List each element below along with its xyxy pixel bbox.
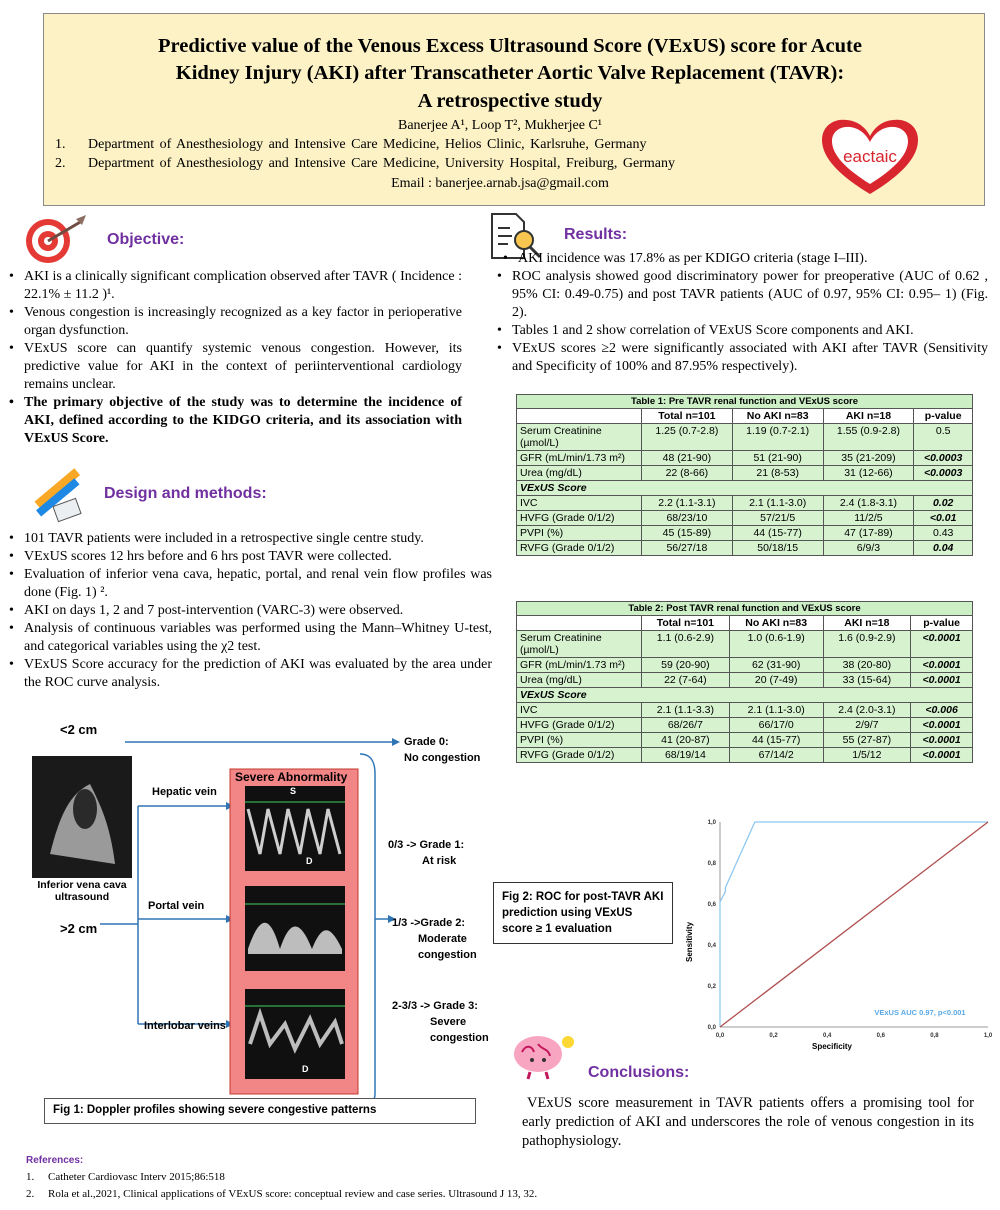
table-cell: HVFG (Grade 0/1/2) <box>517 718 642 733</box>
table-cell: <0.0001 <box>911 631 973 658</box>
table-cell: 41 (20-87) <box>642 733 730 748</box>
table-cell: 45 (15-89) <box>642 526 733 541</box>
title-line-2: Kidney Injury (AKI) after Transcatheter Aortic Valve Replacement (TAVR): <box>175 62 845 84</box>
table-cell: Urea (mg/dL) <box>517 673 642 688</box>
roc-y-tick: 1,0 <box>707 820 716 826</box>
title-line-1: Predictive value of the Venous Excess Ultrasound Score (VExUS) score for Acute <box>158 35 862 57</box>
table-cell: 59 (20-90) <box>642 658 730 673</box>
conclusions-title: Conclusions: <box>588 1064 690 1081</box>
email: Email : banerjee.arnab.jsa@gmail.com <box>391 176 609 191</box>
fig1-interlobar: Interlobar veins <box>144 1020 226 1032</box>
table-row <box>517 631 973 658</box>
table-cell: 56/27/18 <box>642 541 733 556</box>
table-row <box>517 703 973 718</box>
fig1-grade3-c: congestion <box>430 1032 489 1044</box>
fig1-gt2: >2 cm <box>60 921 98 936</box>
table-row <box>517 511 973 526</box>
fig2-caption-box <box>493 882 673 944</box>
table-cell: 20 (7-49) <box>729 673 823 688</box>
table-cell: 1.1 (0.6-2.9) <box>642 631 730 658</box>
fig1-lt2: <2 cm <box>60 722 98 737</box>
table-cell: 62 (31-90) <box>729 658 823 673</box>
table-cell: Serum Creatinine (µmol/L) <box>517 424 642 451</box>
figure-1 <box>30 714 492 1124</box>
table-cell: RVFG (Grade 0/1/2) <box>517 748 642 763</box>
fig1-grade3-a: 2-3/3 -> Grade 3: <box>392 1000 478 1012</box>
methods-bullet: • AKI on days 1, 2 and 7 post-intervention (VARC-3) were observed. <box>6 602 492 620</box>
references-title: References: <box>26 1155 84 1166</box>
table-cell: 47 (17-89) <box>823 526 914 541</box>
table-cell: IVC <box>517 703 642 718</box>
table-row <box>517 451 973 466</box>
table-row <box>517 733 973 748</box>
table-cell: 50/18/15 <box>732 541 823 556</box>
table-row <box>517 496 973 511</box>
table-cell: GFR (mL/min/1.73 m²) <box>517 451 642 466</box>
fig1-grade2-b: Moderate <box>418 933 467 945</box>
table-cell: RVFG (Grade 0/1/2) <box>517 541 642 556</box>
fig1-caption-box <box>44 1098 476 1124</box>
results-bullet: • VExUS scores ≥2 were significantly associated with AKI after TAVR (Sensitivity and Specificity of 100% and 87.95% respectively). <box>494 340 988 376</box>
table2-header: No AKI n=83 <box>729 616 823 631</box>
table-row <box>517 658 973 673</box>
roc-x-tick: 0,2 <box>769 1033 778 1039</box>
table-row <box>517 748 973 763</box>
results-bullet: • Tables 1 and 2 show correlation of VExUS Score components and AKI. <box>494 322 988 340</box>
table-cell: PVPI (%) <box>517 733 642 748</box>
table-cell: 2/9/7 <box>823 718 911 733</box>
fig1-hepatic: Hepatic vein <box>152 786 217 798</box>
ref-1: Catheter Cardiovasc Interv 2015;86:518 <box>48 1171 225 1183</box>
table2-header: p-value <box>911 616 973 631</box>
roc-x-tick: 0,0 <box>715 1033 725 1039</box>
table1-header: p-value <box>914 409 973 424</box>
table1-header: No AKI n=83 <box>732 409 823 424</box>
objective-bullet: • The primary objective of the study was to determine the incidence of AKI, defined according to the KIDGO criteria, and its association with VExUS Score. <box>6 394 462 448</box>
results-list <box>494 250 988 376</box>
fig1-severe-title: Severe Abnormality <box>235 770 348 784</box>
table-cell: 2.2 (1.1-3.1) <box>642 496 733 511</box>
fig1-caption: Fig 1: Doppler profiles showing severe congestive patterns <box>53 1104 377 1116</box>
table1-header: AKI n=18 <box>823 409 914 424</box>
table1-header: Total n=101 <box>642 409 733 424</box>
roc-chart <box>680 812 993 1057</box>
objective-bullet: • AKI is a clinically significant complication observed after TAVR ( Incidence : 22.1% ± 11.2 )¹. <box>6 268 462 304</box>
affil-2: Department of Anesthesiology and Intensive Care Medicine, University Hospital, Freiburg, Germany <box>88 156 675 171</box>
results-title: Results: <box>564 226 628 243</box>
table1-header <box>517 409 642 424</box>
table2-header: Total n=101 <box>642 616 730 631</box>
fig1-d-label: D <box>302 1064 309 1074</box>
fig1-grade1-b: At risk <box>422 855 457 867</box>
fig1-s-label: S <box>290 786 297 796</box>
table-cell: 1.19 (0.7-2.1) <box>732 424 823 451</box>
table-cell: 2.4 (1.8-3.1) <box>823 496 914 511</box>
fig1-grade2-a: 1/3 ->Grade 2: <box>392 917 466 929</box>
table-cell: 48 (21-90) <box>642 451 733 466</box>
table-cell: Urea (mg/dL) <box>517 466 642 481</box>
table2-subheader: VExUS Score <box>517 688 973 703</box>
objective-title: Objective: <box>107 231 185 248</box>
table-cell: 2.1 (1.1-3.3) <box>642 703 730 718</box>
table-cell: 1.55 (0.9-2.8) <box>823 424 914 451</box>
table-cell: <0.0003 <box>914 451 973 466</box>
table-cell: 55 (27-87) <box>823 733 911 748</box>
table-cell: 2.1 (1.1-3.0) <box>732 496 823 511</box>
methods-list <box>6 530 492 692</box>
ref-2-num: 2. <box>26 1188 35 1200</box>
table-cell: 57/21/5 <box>732 511 823 526</box>
table-cell: <0.0001 <box>911 748 973 763</box>
objective-list <box>6 268 462 448</box>
table-cell: 68/19/14 <box>642 748 730 763</box>
table-cell: <0.0001 <box>911 718 973 733</box>
table-cell: <0.0001 <box>911 658 973 673</box>
roc-y-tick: 0,0 <box>707 1025 716 1031</box>
ref-1-num: 1. <box>26 1171 35 1183</box>
table-cell: <0.0001 <box>911 673 973 688</box>
table2-caption: Table 2: Post TAVR renal function and VExUS score <box>517 602 973 616</box>
table-cell: 0.02 <box>914 496 973 511</box>
table-cell: 22 (8-66) <box>642 466 733 481</box>
table-cell: 68/23/10 <box>642 511 733 526</box>
results-bullet: • AKI incidence was 17.8% as per KDIGO criteria (stage I–III). <box>500 250 988 268</box>
table-cell: 66/17/0 <box>729 718 823 733</box>
methods-bullet: • VExUS scores 12 hrs before and 6 hrs post TAVR were collected. <box>6 548 492 566</box>
logo-text: eactaic <box>843 147 897 166</box>
methods-bullet: • VExUS Score accuracy for the prediction of AKI was evaluated by the area under the ROC curve analysis. <box>6 656 492 692</box>
table-cell: 44 (15-77) <box>732 526 823 541</box>
table-row <box>517 466 973 481</box>
roc-annotation: VExUS AUC 0.97, p<0.001 <box>874 1008 966 1017</box>
table-row <box>517 541 973 556</box>
table-cell: 33 (15-64) <box>823 673 911 688</box>
table-cell: PVPI (%) <box>517 526 642 541</box>
roc-y-tick: 0,8 <box>707 861 716 867</box>
fig2-caption: Fig 2: ROC for post-TAVR AKI prediction using VExUS score ≥ 1 evaluation <box>502 891 664 935</box>
table-cell: 44 (15-77) <box>729 733 823 748</box>
methods-title: Design and methods: <box>104 485 267 502</box>
table2-header: AKI n=18 <box>823 616 911 631</box>
objective-bullet: • Venous congestion is increasingly recognized as a key factor in perioperative organ dysfunction. <box>6 304 462 340</box>
fig1-d-label: D <box>306 856 313 866</box>
table-cell: <0.01 <box>914 511 973 526</box>
roc-series-reference <box>720 822 988 1027</box>
table-cell: 6/9/3 <box>823 541 914 556</box>
table-cell: Serum Creatinine (µmol/L) <box>517 631 642 658</box>
table-row <box>517 673 973 688</box>
roc-chart-svg <box>680 812 993 1057</box>
results-bullet: • ROC analysis showed good discriminatory power for preoperative (AUC of 0.62 , 95% CI: 0.49-0.75) and post TAVR patients (AUC of 0.97, 95% CI: 0.95– 1) (Fig. 2). <box>494 268 988 322</box>
table-cell: 2.1 (1.1-3.0) <box>729 703 823 718</box>
table-cell: 0.5 <box>914 424 973 451</box>
table-cell: 1.0 (0.6-1.9) <box>729 631 823 658</box>
table-cell: 0.04 <box>914 541 973 556</box>
affil-1: Department of Anesthesiology and Intensive Care Medicine, Helios Clinic, Karlsruhe, Germany <box>88 137 647 152</box>
table-cell: <0.0001 <box>911 733 973 748</box>
affil-2-num: 2. <box>55 156 66 171</box>
fig1-grade0-b: No congestion <box>404 752 481 764</box>
table-cell: 11/2/5 <box>823 511 914 526</box>
roc-y-tick: 0,6 <box>707 902 716 908</box>
methods-bullet: • Analysis of continuous variables was performed using the Mann–Whitney U-test, and categorical variables using the χ2 test. <box>6 620 492 656</box>
brain-icon <box>508 1030 578 1085</box>
table-cell: <0.0003 <box>914 466 973 481</box>
table-cell: 51 (21-90) <box>732 451 823 466</box>
objective-bullet: • VExUS score can quantify systemic venous congestion. However, its predictive value for AKI in the context of periinterventional cardiology remains unclear. <box>6 340 462 394</box>
roc-y-tick: 0,2 <box>707 984 716 990</box>
table-1 <box>516 394 973 556</box>
roc-xlabel: Specificity <box>811 1042 853 1051</box>
table-cell: 22 (7-64) <box>642 673 730 688</box>
fig1-grade1-a: 0/3 -> Grade 1: <box>388 839 465 851</box>
fig1-grade0-a: Grade 0: <box>404 736 449 748</box>
table-cell: 31 (12-66) <box>823 466 914 481</box>
roc-x-tick: 1,0 <box>983 1033 993 1039</box>
eactaic-logo <box>820 118 920 203</box>
table1-subheader: VExUS Score <box>517 481 973 496</box>
table-cell: 0.43 <box>914 526 973 541</box>
table-cell: 1/5/12 <box>823 748 911 763</box>
table1-caption: Table 1: Pre TAVR renal function and VExUS score <box>517 395 973 409</box>
roc-ylabel: Sensitivity <box>685 921 694 963</box>
roc-x-tick: 0,6 <box>876 1033 885 1039</box>
fig1-grade3-b: Severe <box>430 1016 467 1028</box>
fig1-portal: Portal vein <box>148 900 205 912</box>
table-cell: <0.006 <box>911 703 973 718</box>
fig1-ivc: Inferior vena cava ultrasound <box>37 879 127 903</box>
table-cell: GFR (mL/min/1.73 m²) <box>517 658 642 673</box>
pencil-eraser-icon <box>25 462 90 532</box>
table2-header <box>517 616 642 631</box>
table-cell: 68/26/7 <box>642 718 730 733</box>
authors: Banerjee A¹, Loop T², Mukherjee C¹ <box>397 118 602 133</box>
methods-bullet: • Evaluation of inferior vena cava, hepatic, portal, and renal vein flow profiles was done (Fig. 1) ². <box>6 566 492 602</box>
roc-x-tick: 0,8 <box>930 1033 939 1039</box>
conclusions-text: VExUS score measurement in TAVR patients offers a promising tool for early prediction of AKI and underscores the role of venous congestion in its pathophysiology. <box>522 1095 974 1149</box>
table-row <box>517 526 973 541</box>
table-2 <box>516 601 973 763</box>
table-cell: IVC <box>517 496 642 511</box>
table-row <box>517 718 973 733</box>
table-cell: HVFG (Grade 0/1/2) <box>517 511 642 526</box>
ref-2: Rola et al.,2021, Clinical applications of VExUS score: conceptual review and case series. Ultrasound J 13, 32. <box>48 1188 538 1200</box>
table-cell: 1.25 (0.7-2.8) <box>642 424 733 451</box>
title-line-3: A retrospective study <box>417 90 603 112</box>
table-row <box>517 424 973 451</box>
methods-bullet: • 101 TAVR patients were included in a retrospective single centre study. <box>6 530 492 548</box>
table-cell: 38 (20-80) <box>823 658 911 673</box>
table-cell: 35 (21-209) <box>823 451 914 466</box>
table-cell: 2.4 (2.0-3.1) <box>823 703 911 718</box>
target-icon <box>20 215 90 270</box>
fig1-grade2-c: congestion <box>418 949 477 961</box>
table-cell: 21 (8-53) <box>732 466 823 481</box>
affil-1-num: 1. <box>55 137 66 152</box>
table-cell: 1.6 (0.9-2.9) <box>823 631 911 658</box>
roc-x-tick: 0,4 <box>823 1033 832 1039</box>
roc-y-tick: 0,4 <box>707 943 716 949</box>
table-cell: 67/14/2 <box>729 748 823 763</box>
